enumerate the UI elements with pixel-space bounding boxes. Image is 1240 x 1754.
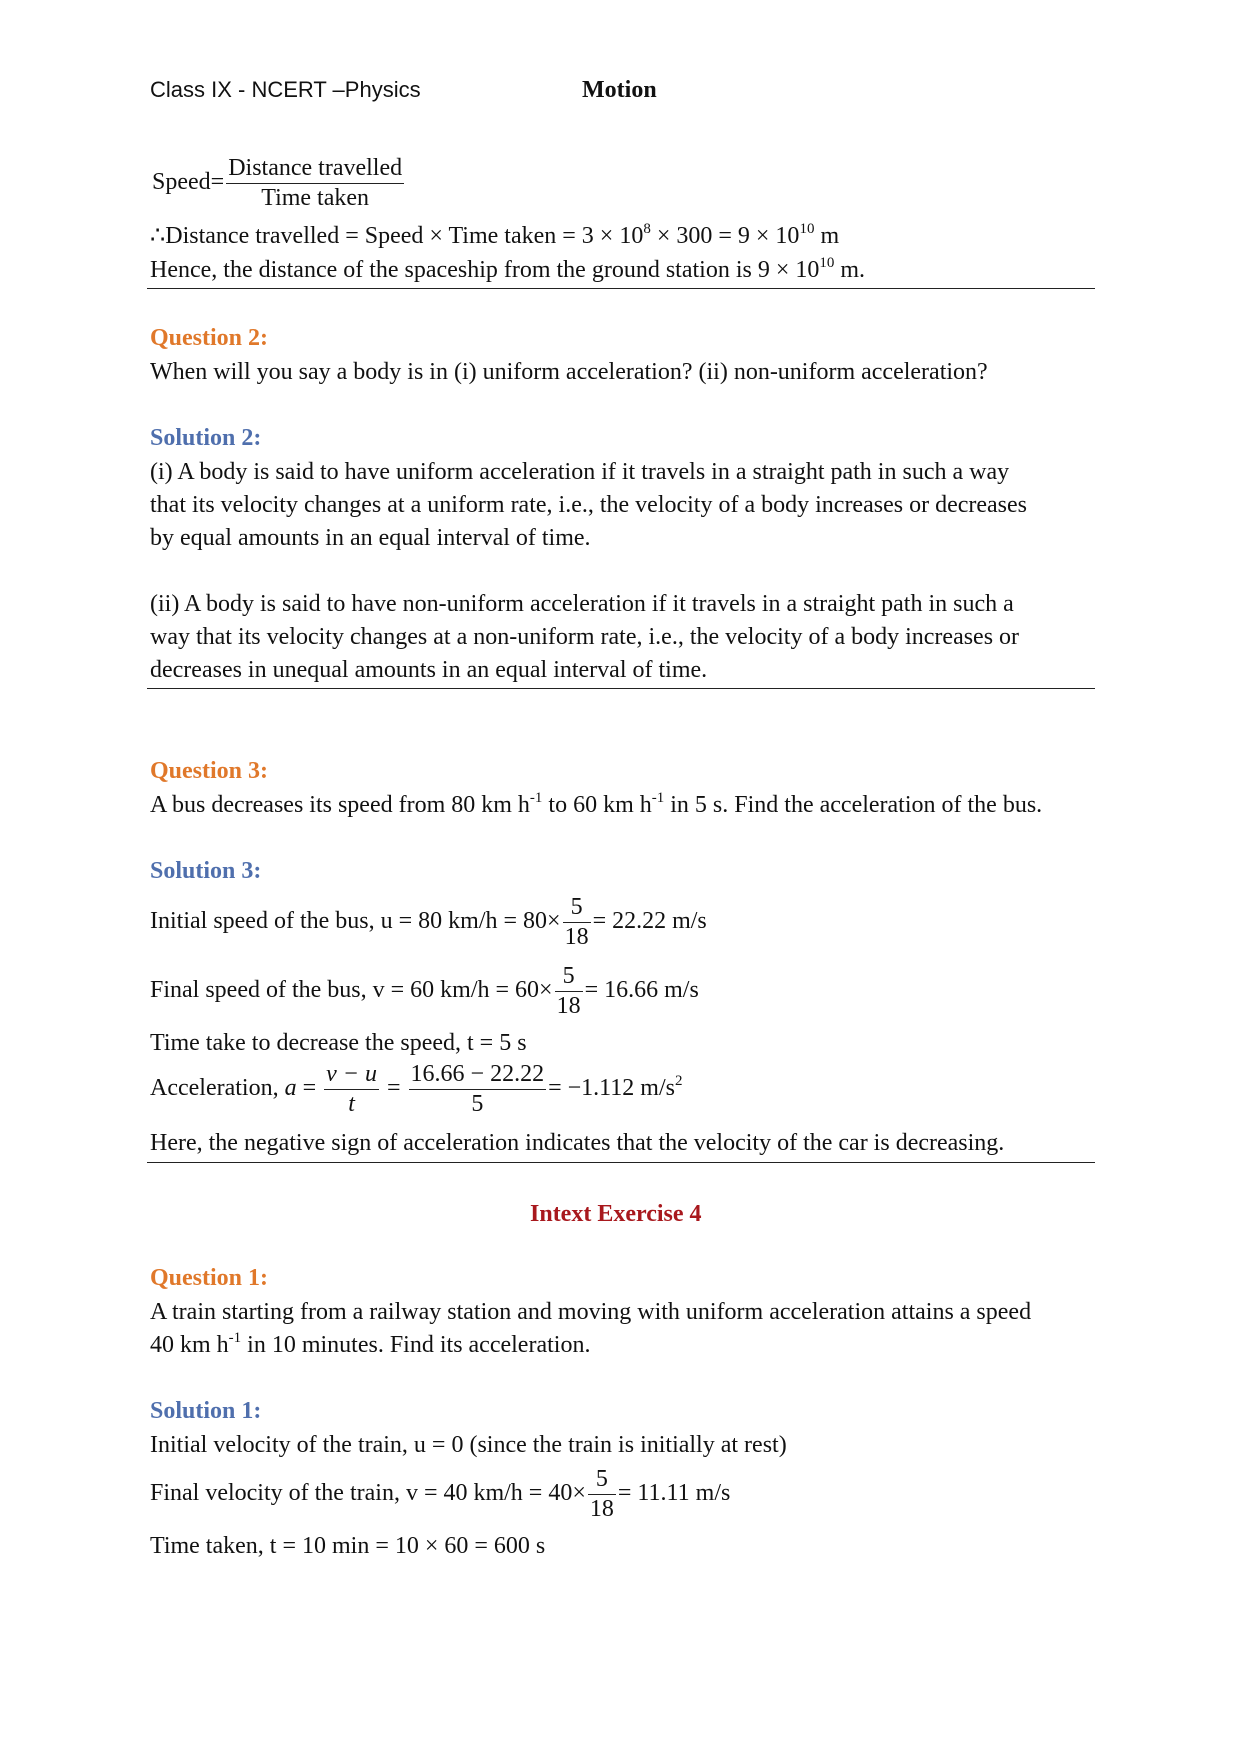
equals-sign: = [381,1074,407,1101]
question-1-text-part: 40 km h [150,1332,229,1358]
page-title: Motion [582,77,657,103]
final-speed-result: = 16.66 m/s [584,976,699,1003]
fraction-denominator: 5 [471,1090,484,1117]
question-2-text: When will you say a body is in (i) uniform acceleration? (ii) non-uniform acceleration? [150,359,988,385]
question-1-text-2 [150,1330,591,1358]
initial-speed-text: Initial speed of the bus, u = 80 km/h = 80× [150,907,561,934]
equals-sign: = [296,1074,323,1101]
distance-text-1: ∴Distance travelled = Speed × Time taken = 3 × 10 [150,223,644,249]
conversion-fraction [555,962,583,1021]
acceleration-label: Acceleration, [150,1074,285,1101]
question-3-text-1: A bus decreases its speed from 80 km h [150,792,530,818]
question-1-text-part: in 10 minutes. Find its acceleration. [241,1332,591,1358]
fraction-numerator: 16.66 − 22.22 [409,1060,547,1090]
distance-conclusion [150,255,866,283]
header-course: Class IX - NCERT –Physics [150,77,421,102]
divider [147,1162,1095,1163]
conversion-fraction [588,1465,616,1524]
final-velocity-equation [150,1465,730,1524]
initial-velocity: Initial velocity of the train, u = 0 (since the train is initially at rest) [150,1432,787,1458]
exponent: 10 [819,255,835,271]
solution-2-line: decreases in unequal amounts in an equal interval of time. [150,657,708,683]
distance-text-2: × 300 = 9 × 10 [650,223,800,249]
fraction-denominator: t [348,1090,355,1117]
divider [147,288,1095,289]
solution-2-line: by equal amounts in an equal interval of time. [150,525,591,551]
solution-1-label: Solution 1: [150,1398,262,1424]
solution-2-line: that its velocity changes at a uniform rate, i.e., the velocity of a body increases or decreases [150,492,1027,518]
sign-explanation: Here, the negative sign of acceleration indicates that the velocity of the car is decreasing. [150,1130,1005,1156]
final-speed-equation [150,962,699,1021]
exponent: -1 [228,1330,242,1346]
speed-denominator: Time taken [261,184,370,211]
acceleration-equation [150,1060,682,1119]
time-statement: Time take to decrease the speed, t = 5 s [150,1030,527,1056]
value-fraction [409,1060,547,1119]
exponent: -1 [529,790,543,806]
fraction-numerator: 5 [588,1465,616,1495]
fraction-denominator: 18 [556,992,581,1019]
question-1-text: A train starting from a railway station and moving with uniform acceleration attains a speed [150,1299,1032,1325]
question-3-label: Question 3: [150,758,269,784]
solution-2-line: (ii) A body is said to have non-uniform acceleration if it travels in a straight path in such a [150,591,1014,617]
question-3-text [150,790,1043,818]
final-velocity-result: = 11.11 m/s [617,1479,731,1506]
speed-numerator: Distance travelled [226,154,404,184]
conclusion-text-1: Hence, the distance of the spaceship from the ground station is 9 × 10 [150,257,820,283]
initial-speed-result: = 22.22 m/s [592,907,707,934]
speed-fraction [226,154,404,213]
solution-3-label: Solution 3: [150,858,262,884]
time-taken: Time taken, t = 10 min = 10 × 60 = 600 s [150,1533,546,1559]
final-speed-text: Final speed of the bus, v = 60 km/h = 60× [150,976,553,1003]
solution-2-label: Solution 2: [150,425,262,451]
formula-fraction [324,1060,379,1119]
question-3-text-2: to 60 km h [542,792,652,818]
solution-2-line: (i) A body is said to have uniform acceleration if it travels in a straight path in such a way [150,459,1010,485]
final-velocity-text: Final velocity of the train, v = 40 km/h = 40× [150,1479,586,1506]
distance-calculation [150,221,840,249]
conclusion-text-2: m. [834,257,866,283]
question-2-label: Question 2: [150,325,269,351]
fraction-numerator: 5 [563,893,591,923]
acceleration-symbol: a [284,1074,297,1101]
divider [147,688,1095,689]
solution-2-line: way that its velocity changes at a non-uniform rate, i.e., the velocity of a body increases or [150,624,1020,650]
question-1-label: Question 1: [150,1265,269,1291]
speed-formula [152,154,406,213]
fraction-numerator: v − u [324,1060,379,1090]
exponent: 10 [799,221,815,237]
fraction-denominator: 18 [564,923,589,950]
exponent: -1 [651,790,665,806]
initial-speed-equation [150,893,707,952]
section-heading: Intext Exercise 4 [530,1201,702,1227]
speed-lhs: Speed= [152,168,225,195]
conversion-fraction [563,893,591,952]
exponent: 8 [643,221,651,237]
acceleration-result: = −1.112 m/s [548,1074,675,1101]
distance-text-3: m [814,223,840,249]
fraction-denominator: 18 [589,1495,614,1522]
exponent: 2 [674,1072,683,1089]
question-3-text-3: in 5 s. Find the acceleration of the bus. [664,792,1043,818]
fraction-numerator: 5 [555,962,583,992]
